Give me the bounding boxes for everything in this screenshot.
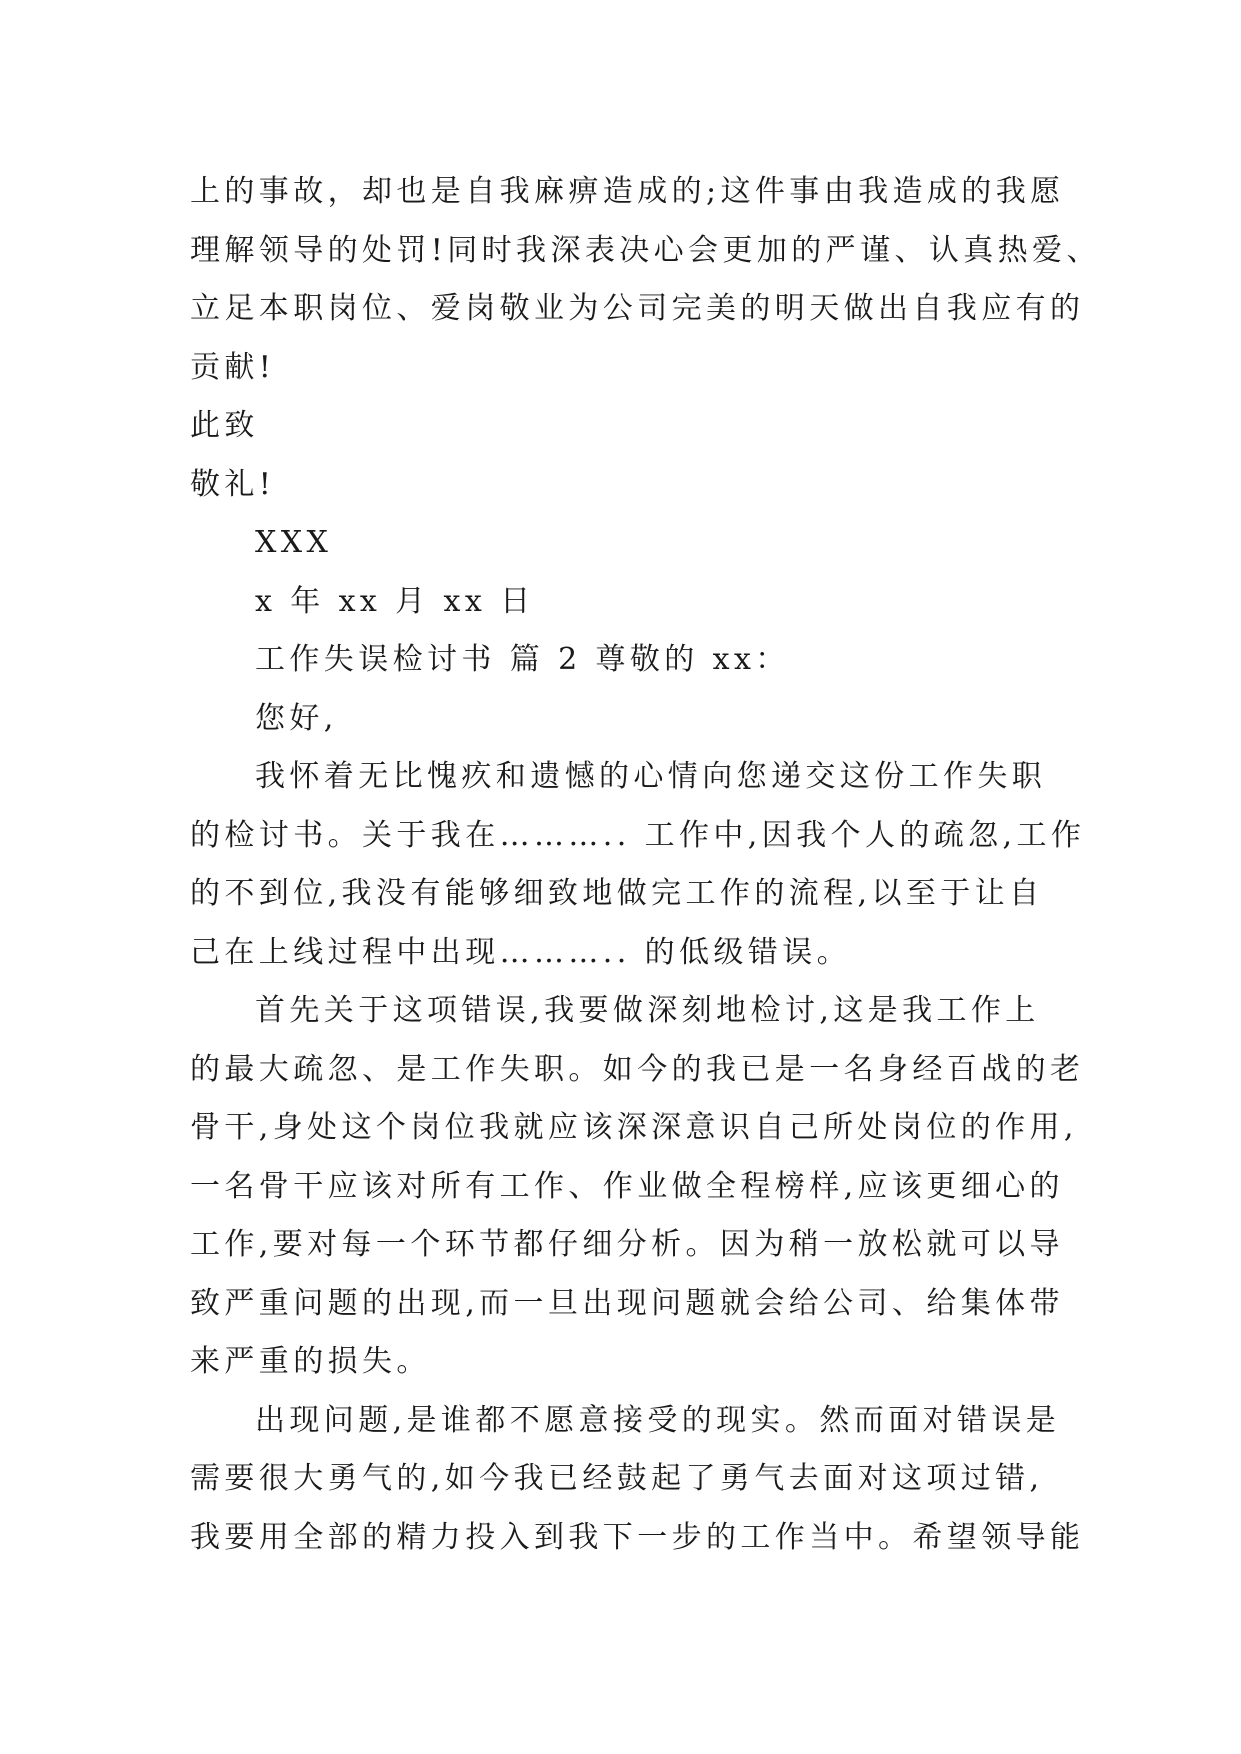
closing-salutation: 敬礼!: [190, 466, 276, 502]
text-line: 来严重的损失。: [190, 1344, 431, 1379]
text-line: 我怀着无比愧疚和遗憾的心情向您递交这份工作失职: [255, 759, 1047, 794]
text-line: 出现问题,是谁都不愿意接受的现实。然而面对错误是: [255, 1402, 1061, 1438]
text-line: 的最大疏忽、是工作失职。如今的我已是一名身经百战的老: [190, 1051, 1085, 1087]
text-line: 首先关于这项错误,我要做深刻地检讨,这是我工作上: [255, 993, 1040, 1028]
text-line: 己在上线过程中出现……….. 的低级错误。: [190, 934, 852, 970]
closing-line: 此致: [190, 408, 259, 443]
greeting-line: 您好,: [255, 700, 338, 736]
text-line: 致严重问题的出现,而一旦出现问题就会给公司、给集体带: [190, 1285, 1064, 1321]
text-line: 的检讨书。关于我在……….. 工作中,因我个人的疏忽,工作: [190, 817, 1086, 853]
signature-name: XXX: [255, 525, 333, 560]
text-line: 的不到位,我没有能够细致地做完工作的流程,以至于让自: [190, 876, 1044, 911]
text-line: 我要用全部的精力投入到我下一步的工作当中。希望领导能: [190, 1519, 1085, 1555]
section-heading: 工作失误检讨书 篇 2 尊敬的 xx：: [255, 642, 790, 677]
text-line: 立足本职岗位、爱岗敬业为公司完美的明天做出自我应有的: [190, 291, 1085, 326]
document-body: [190, 163, 1101, 1567]
text-line: 骨干,身处这个岗位我就应该深深意识自己所处岗位的作用,: [190, 1110, 1078, 1145]
text-line: 上的事故，却也是自我麻痹造成的;这件事由我造成的我愿: [190, 174, 1065, 209]
text-line: 一名骨干应该对所有工作、作业做全程榜样,应该更细心的: [190, 1168, 1064, 1204]
signature-date: x 年 xx 月 xx 日: [255, 583, 535, 619]
text-line: 需要很大勇气的,如今我已经鼓起了勇气去面对这项过错,: [190, 1461, 1044, 1496]
text-line: 贡献!: [190, 349, 276, 385]
text-line: 工作,要对每一个环节都仔细分析。因为稍一放松就可以导: [190, 1227, 1064, 1262]
text-line: 理解领导的处罚!同时我深表决心会更加的严谨、认真热爱、: [190, 232, 1101, 268]
